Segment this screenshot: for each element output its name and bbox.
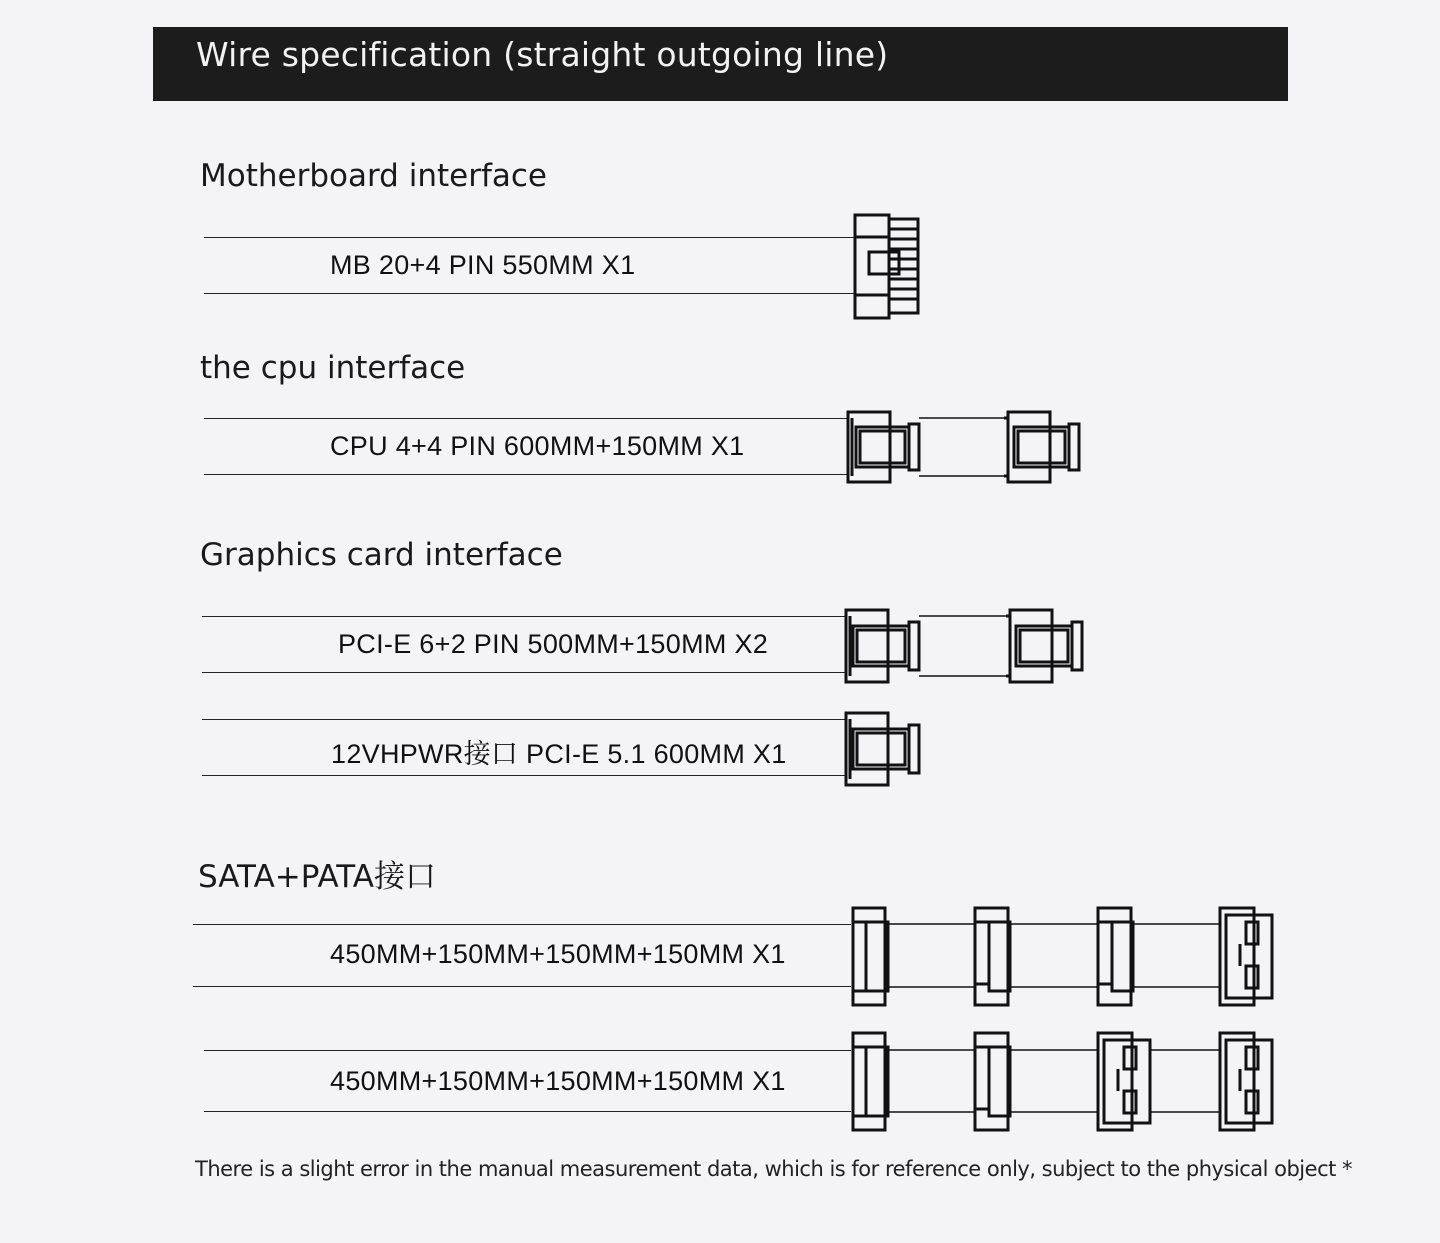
cable-label-sata-2: 450MM+150MM+150MM+150MM X1: [330, 1066, 786, 1096]
hpwr-connector-icon: [846, 713, 919, 785]
section-title-motherboard: Motherboard interface: [200, 158, 547, 194]
pata-connector-2-3-icon: [1098, 1033, 1150, 1130]
footnote: There is a slight error in the manual measurement data, which is for reference only, subject to the physical object *: [195, 1157, 1353, 1181]
page-title: Wire specification (straight outgoing line): [196, 35, 889, 74]
pcie-connector-2-icon: [1006, 610, 1082, 682]
sata-connector-1-3-icon: [1098, 908, 1133, 1005]
cpu-connector-2-icon: [1004, 412, 1079, 482]
cable-label-hpwr: 12VHPWR接口 PCI-E 5.1 600MM X1: [331, 739, 787, 769]
sata-connector-1-1-icon: [853, 908, 888, 1005]
cable-label-cpu: CPU 4+4 PIN 600MM+150MM X1: [330, 431, 745, 461]
cable-label-sata-1: 450MM+150MM+150MM+150MM X1: [330, 939, 786, 969]
pata-connector-2-4-icon: [1220, 1033, 1272, 1130]
cable-label-mb: MB 20+4 PIN 550MM X1: [330, 250, 636, 280]
sata-connector-2-2-icon: [975, 1033, 1010, 1130]
pcie-connector-1-icon: [846, 610, 919, 682]
cable-label-pcie: PCI-E 6+2 PIN 500MM+150MM X2: [338, 629, 769, 659]
section-title-sata: SATA+PATA接口: [198, 859, 437, 895]
sata-connector-1-2-icon: [975, 908, 1010, 1005]
pata-connector-1-4-icon: [1220, 908, 1272, 1005]
mb-24pin-connector-icon: [855, 215, 918, 318]
section-title-graphics: Graphics card interface: [200, 537, 563, 573]
sata-connector-2-1-icon: [853, 1033, 888, 1130]
section-title-cpu: the cpu interface: [200, 350, 466, 386]
cpu-connector-1-icon: [848, 412, 919, 482]
cable-segments: [888, 418, 1220, 1112]
